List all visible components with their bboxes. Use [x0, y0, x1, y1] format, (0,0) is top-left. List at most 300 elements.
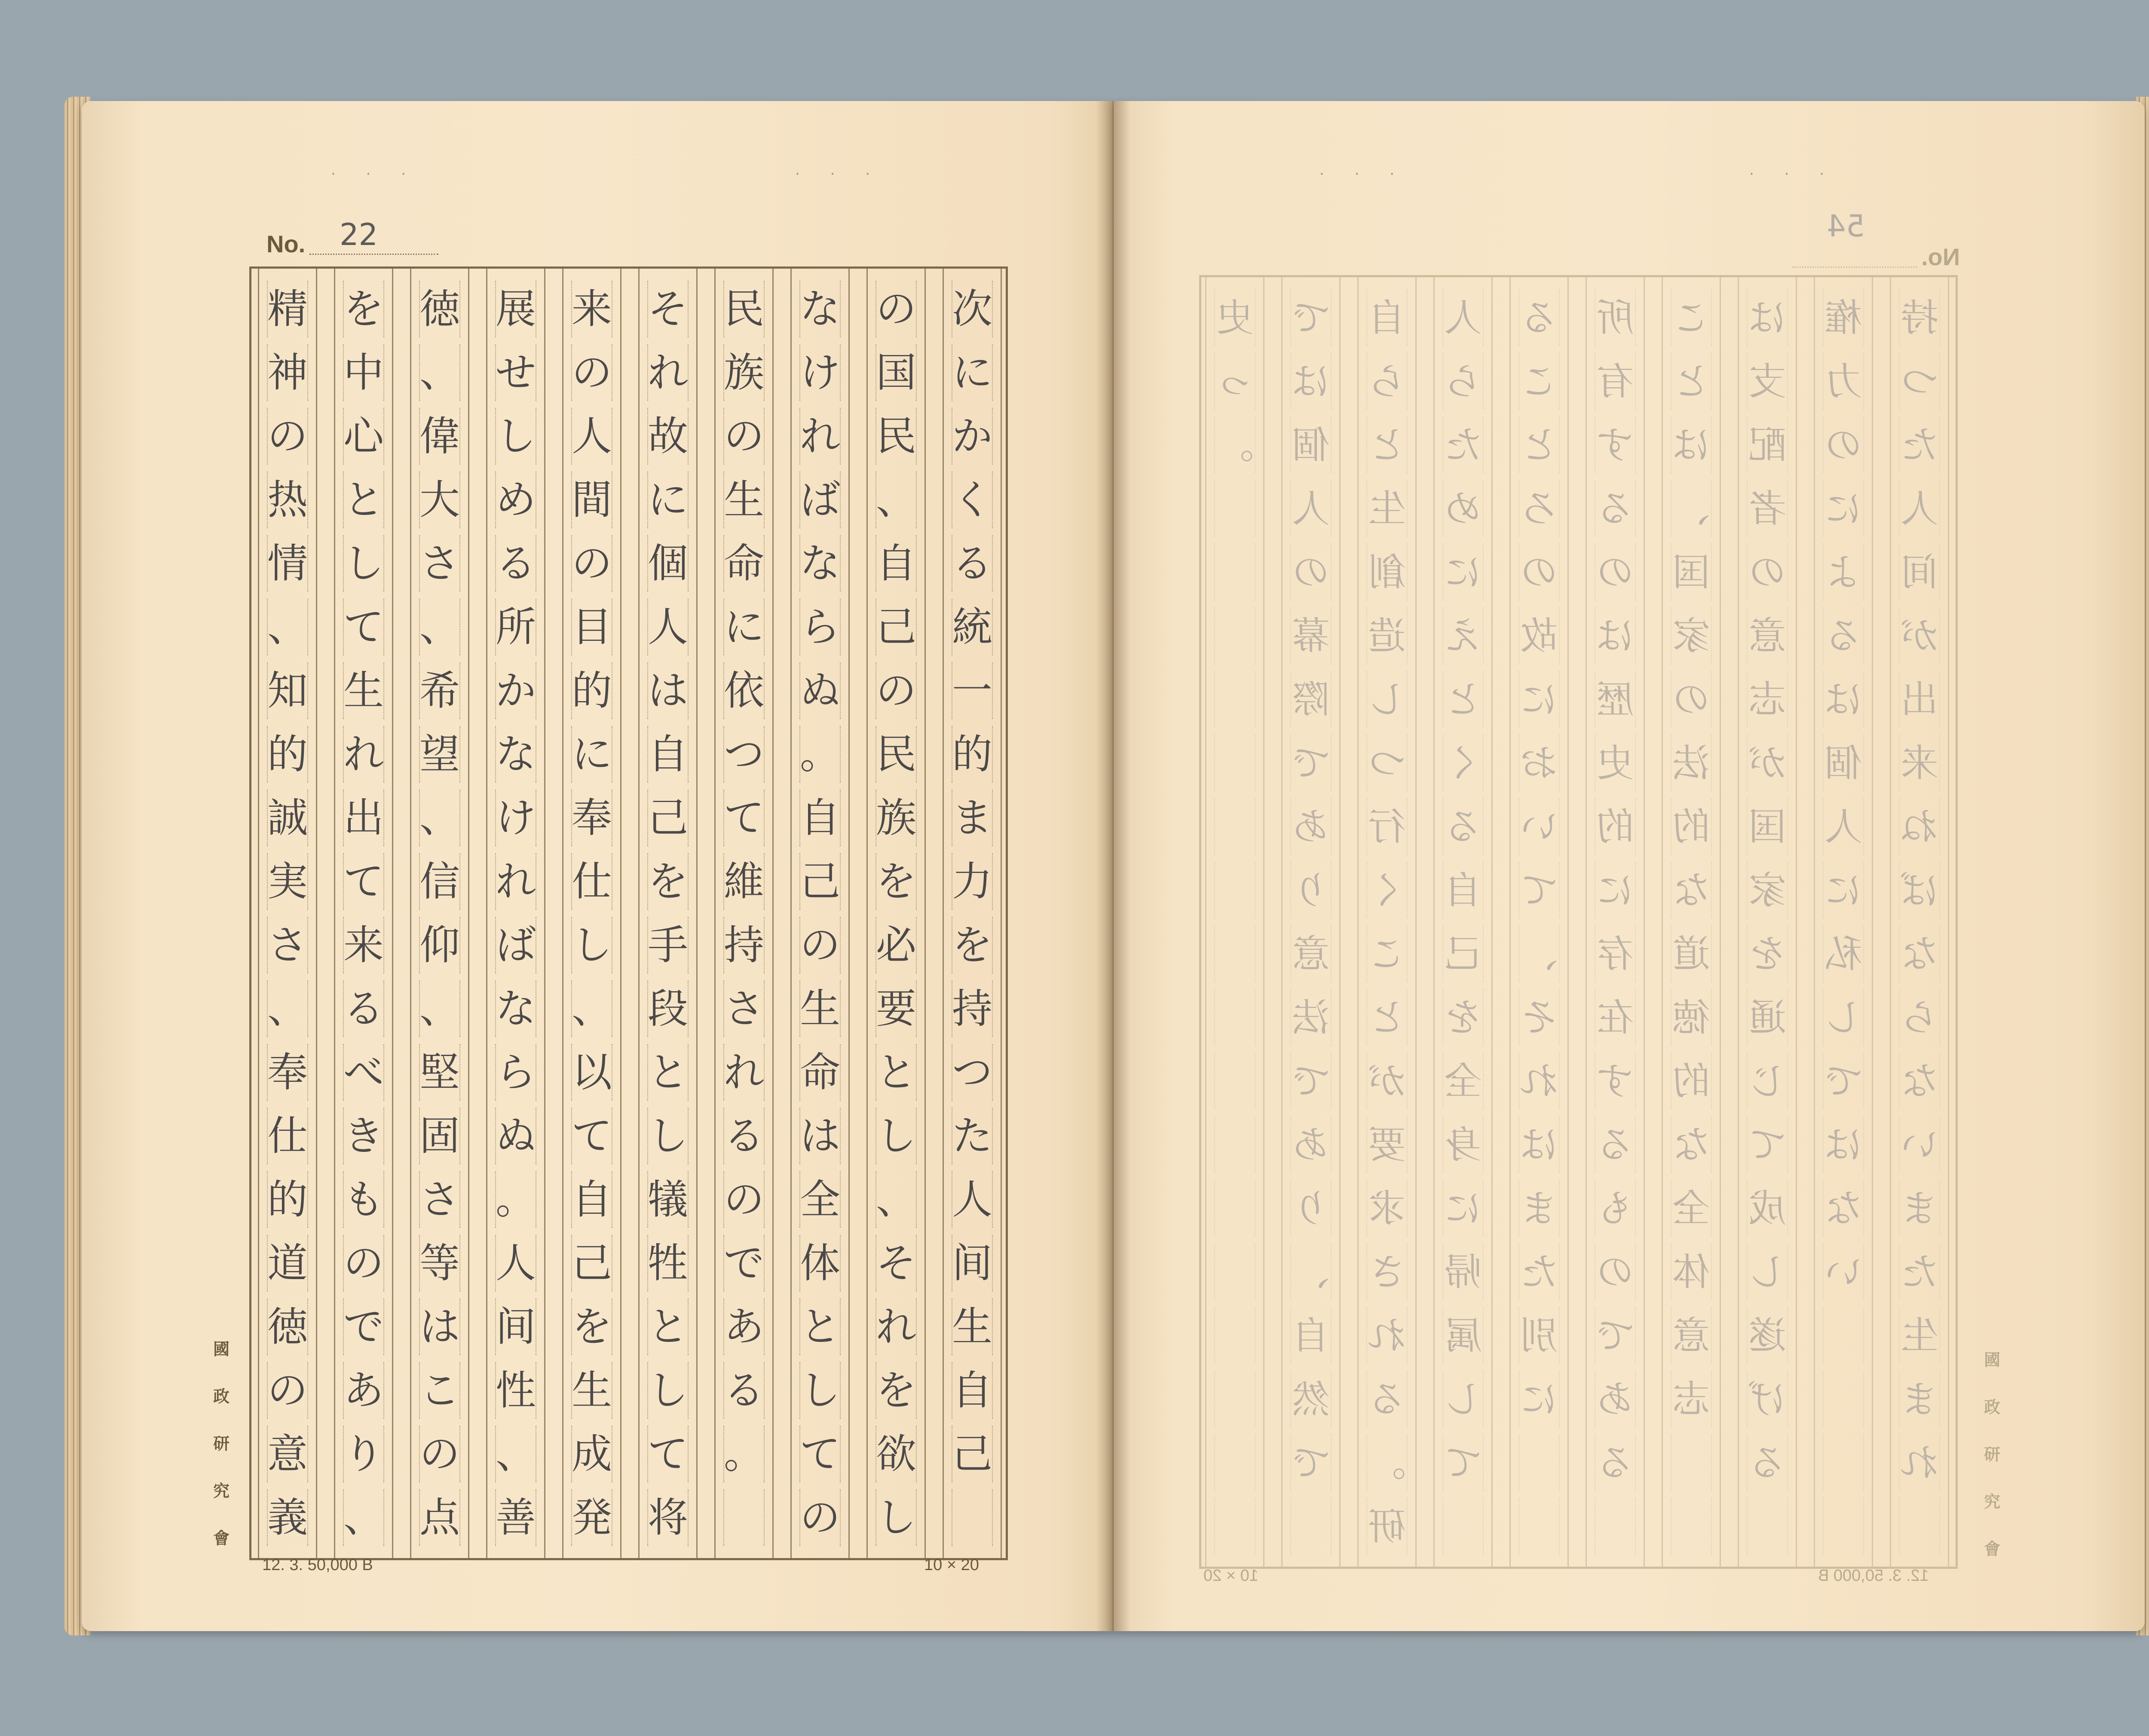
handwritten-character: 奉 — [571, 795, 612, 842]
handwritten-character: を — [647, 858, 688, 905]
handwritten-character: 故 — [1520, 614, 1558, 658]
handwritten-character: に — [1520, 677, 1558, 722]
handwritten-character: 配 — [1748, 423, 1787, 467]
handwritten-character: 全 — [799, 1176, 840, 1223]
handwritten-character: て — [1444, 1441, 1482, 1485]
handwritten-character: 志 — [1672, 1377, 1711, 1421]
handwritten-character: 支 — [1748, 359, 1787, 404]
handwritten-character: 。 — [1368, 1441, 1406, 1485]
handwritten-character: ま — [1901, 1186, 1939, 1231]
handwritten-character: て — [723, 795, 764, 842]
handwritten-character: 行 — [1368, 805, 1406, 849]
grid-cell — [952, 1489, 993, 1546]
grid-cell — [1518, 1498, 1560, 1555]
handwritten-character: 族 — [723, 349, 764, 396]
handwritten-character: 別 — [1520, 1313, 1558, 1358]
handwritten-character: 研 — [1368, 1504, 1406, 1549]
handwritten-character: 生 — [1368, 487, 1406, 531]
handwritten-character: 民 — [876, 731, 916, 778]
handwritten-character: 人 — [1825, 805, 1863, 849]
handwritten-character: 依 — [723, 667, 764, 714]
handwritten-character: の — [571, 349, 612, 396]
handwritten-character: は — [1596, 614, 1635, 658]
handwritten-character: は — [1292, 359, 1330, 404]
handwritten-character: 、 — [1520, 932, 1558, 976]
handwritten-character: 個 — [647, 540, 688, 587]
handwritten-character: 仕 — [267, 1113, 308, 1160]
sidebar-character: 究 — [213, 1481, 230, 1500]
handwritten-character: た — [952, 1113, 992, 1160]
handwritten-character: 命 — [723, 540, 764, 587]
handwritten-character: 欲 — [876, 1431, 916, 1478]
handwritten-character: は — [419, 1304, 460, 1350]
handwritten-character: の — [1292, 550, 1330, 594]
handwritten-character: 民 — [723, 286, 764, 333]
handwritten-character: 家 — [1748, 868, 1787, 912]
handwritten-character: 手 — [647, 922, 688, 969]
handwritten-character: は — [1825, 1123, 1863, 1167]
handwritten-character: で — [1292, 296, 1330, 340]
handwritten-character: つ — [952, 1049, 992, 1096]
footer-print-code: 12. 3. 50,000 B — [262, 1556, 373, 1574]
handwritten-character: ら — [799, 604, 840, 651]
grid-cell — [1518, 1434, 1560, 1491]
handwritten-character: あ — [1596, 1377, 1635, 1421]
handwritten-character: と — [1368, 423, 1406, 467]
manuscript-column — [1433, 277, 1493, 1567]
handwritten-character: 神 — [267, 349, 308, 396]
handwritten-character: 点 — [419, 1494, 460, 1541]
handwritten-character: ら — [495, 1049, 536, 1096]
handwritten-character: 、 — [419, 349, 460, 396]
handwritten-character: け — [495, 795, 536, 842]
handwritten-character: 。 — [1216, 423, 1254, 467]
sidebar-character: 會 — [213, 1528, 230, 1548]
handwritten-character: 帰 — [1444, 1250, 1482, 1294]
handwritten-character: 性 — [495, 1367, 536, 1414]
handwritten-character: の — [876, 286, 916, 333]
handwritten-character: 道 — [267, 1240, 308, 1287]
manuscript-column — [1738, 277, 1797, 1567]
handwritten-character: 生 — [723, 477, 764, 524]
handwritten-character: ら — [1901, 995, 1939, 1040]
handwritten-character: し — [876, 1494, 916, 1541]
handwritten-character: し — [799, 1367, 840, 1414]
binding-holes: · · · — [331, 165, 419, 183]
manuscript-grid-bleedthrough — [1199, 275, 1958, 1569]
handwritten-character: 段 — [647, 986, 688, 1032]
handwritten-character: 自 — [952, 1367, 992, 1414]
manuscript-column — [334, 269, 393, 1558]
handwritten-character: 目 — [571, 604, 612, 651]
footer-print-code: 12. 3. 50,000 B — [1818, 1567, 1929, 1585]
handwritten-character: 精 — [267, 286, 308, 333]
handwritten-character: 民 — [876, 413, 916, 460]
handwritten-character: 実 — [267, 858, 308, 905]
handwritten-character: し — [1825, 995, 1863, 1040]
handwritten-character: る — [1444, 805, 1482, 849]
handwritten-character: の — [267, 1367, 308, 1414]
handwritten-character: て — [1520, 868, 1558, 912]
handwritten-character: 人 — [952, 1176, 992, 1223]
grid-cell — [1823, 1434, 1864, 1491]
handwritten-character: し — [876, 1113, 916, 1160]
handwritten-character: が — [1368, 1059, 1406, 1103]
handwritten-character: 中 — [343, 349, 384, 396]
handwritten-character: 的 — [267, 1176, 308, 1223]
handwritten-character: し — [343, 540, 384, 587]
handwritten-character: し — [1748, 1250, 1787, 1294]
handwritten-character: 史 — [1596, 741, 1635, 785]
handwritten-character: 法 — [1672, 741, 1711, 785]
handwritten-character: な — [1901, 932, 1939, 976]
handwritten-character: な — [1672, 1123, 1711, 1167]
handwritten-character: で — [1596, 1313, 1635, 1358]
handwritten-character: の — [723, 1176, 764, 1223]
sidebar-character: 國 — [213, 1339, 230, 1359]
binding-holes: · · · — [1749, 165, 1837, 183]
handwritten-character: し — [1368, 677, 1406, 722]
handwritten-character: で — [1825, 1059, 1863, 1103]
handwritten-character: 求 — [1368, 1186, 1406, 1231]
handwritten-character: ろ — [1520, 487, 1558, 531]
manuscript-column — [1814, 277, 1873, 1567]
handwritten-character: に — [1825, 868, 1863, 912]
page-number-handwritten: 22 — [340, 217, 378, 252]
handwritten-character: す — [1596, 423, 1635, 467]
handwritten-character: ら — [1444, 359, 1482, 404]
grid-cell — [1747, 1498, 1788, 1555]
handwritten-character: は — [1520, 1123, 1558, 1167]
handwritten-character: 要 — [1368, 1123, 1406, 1167]
handwritten-character: 奉 — [267, 1049, 308, 1096]
handwritten-character: る — [952, 540, 992, 587]
handwritten-character: く — [952, 477, 992, 524]
handwritten-character: る — [1596, 487, 1635, 531]
manuscript-column — [486, 269, 545, 1558]
handwritten-character: の — [799, 1494, 840, 1541]
handwritten-character: 国 — [1748, 805, 1787, 849]
book-gutter — [1096, 101, 1130, 1631]
handwritten-character: 属 — [1444, 1313, 1482, 1358]
grid-cell — [1214, 607, 1255, 664]
handwritten-character: の — [799, 922, 840, 969]
handwritten-character: 犠 — [647, 1176, 688, 1223]
handwritten-character: る — [1825, 614, 1863, 658]
handwritten-character: 命 — [799, 1049, 840, 1096]
handwritten-character: 族 — [876, 795, 916, 842]
sidebar-character: 究 — [1984, 1492, 2000, 1511]
page-number-line — [1792, 266, 1917, 268]
handwritten-character: が — [1901, 614, 1939, 658]
handwritten-character: 热 — [267, 477, 308, 524]
handwritten-character: に — [1520, 1377, 1558, 1421]
handwritten-character: な — [1825, 1186, 1863, 1231]
grid-cell — [723, 1489, 765, 1546]
handwritten-character: つ — [1901, 359, 1939, 404]
handwritten-character: 人 — [1444, 296, 1482, 340]
sidebar-character: 會 — [1984, 1539, 2000, 1558]
handwritten-character: 自 — [571, 1176, 612, 1223]
handwritten-character: そ — [876, 1240, 916, 1287]
manuscript-column — [1586, 277, 1645, 1567]
handwritten-character: 生 — [952, 1304, 992, 1350]
handwritten-character: た — [1444, 423, 1482, 467]
handwritten-character: 自 — [1368, 296, 1406, 340]
binding-holes: · · · — [795, 165, 883, 183]
handwritten-character: れ — [799, 413, 840, 460]
handwritten-character: 次 — [952, 286, 992, 333]
handwritten-character: こ — [419, 1367, 460, 1414]
handwritten-character: せ — [495, 349, 536, 396]
handwritten-character: と — [799, 1304, 840, 1350]
handwritten-character: 。 — [799, 731, 840, 778]
handwritten-character: さ — [419, 1176, 460, 1223]
handwritten-character: 個 — [1292, 423, 1330, 467]
handwritten-character: 国 — [1672, 550, 1711, 594]
handwritten-character: 成 — [1748, 1186, 1787, 1231]
handwritten-character: 所 — [495, 604, 536, 651]
handwritten-character: 来 — [571, 286, 612, 333]
sidebar-character: 國 — [1984, 1350, 2000, 1369]
manuscript-column — [562, 269, 621, 1558]
handwritten-character: け — [799, 349, 840, 396]
handwritten-character: 人 — [1901, 487, 1939, 531]
manuscript-column — [410, 269, 469, 1558]
handwritten-character: の — [1596, 550, 1635, 594]
handwritten-character: で — [1292, 1059, 1330, 1103]
grid-cell — [1442, 1498, 1484, 1555]
handwritten-character: の — [267, 413, 308, 460]
handwritten-character: こ — [1672, 296, 1711, 340]
manuscript-column — [638, 269, 698, 1558]
handwritten-character: 、 — [267, 986, 308, 1032]
handwritten-character: 成 — [571, 1431, 612, 1478]
handwritten-character: て — [1748, 1123, 1787, 1167]
grid-cell — [1214, 798, 1255, 855]
handwritten-character: 希 — [419, 667, 460, 714]
handwritten-character: れ — [723, 1049, 764, 1096]
manuscript-column — [1357, 277, 1417, 1567]
handwritten-character: 情 — [267, 540, 308, 587]
handwritten-character: ぬ — [799, 667, 840, 714]
grid-cell — [1214, 1116, 1255, 1173]
handwritten-character: 人 — [495, 1240, 536, 1287]
handwritten-character: 的 — [1672, 1059, 1711, 1103]
handwritten-character: に — [1825, 487, 1863, 531]
handwritten-character: め — [495, 477, 536, 524]
grid-cell — [1214, 480, 1255, 537]
handwritten-character: 徳 — [419, 286, 460, 333]
handwritten-character: 幕 — [1292, 614, 1330, 658]
handwritten-character: 间 — [1901, 550, 1939, 594]
handwritten-character: れ — [876, 1304, 916, 1350]
grid-cell — [1595, 1498, 1636, 1555]
handwritten-character: 志 — [1748, 677, 1787, 722]
handwritten-character: の — [1825, 423, 1863, 467]
handwritten-character: 意 — [1672, 1313, 1711, 1358]
handwritten-character: 自 — [799, 795, 840, 842]
handwritten-character: は — [1825, 677, 1863, 722]
handwritten-character: 信 — [419, 858, 460, 905]
handwritten-character: し — [571, 922, 612, 969]
handwritten-character: 的 — [571, 667, 612, 714]
handwritten-character: 、 — [419, 795, 460, 842]
manuscript-column — [943, 269, 1002, 1558]
handwritten-character: 意 — [1292, 932, 1330, 976]
handwritten-character: 仕 — [571, 858, 612, 905]
handwritten-character: ば — [495, 922, 536, 969]
handwritten-character: 知 — [267, 667, 308, 714]
handwritten-character: の — [1748, 550, 1787, 594]
manuscript-column — [1890, 277, 1949, 1567]
handwritten-character: も — [1596, 1186, 1635, 1231]
handwritten-character: を — [952, 922, 992, 969]
handwritten-character: と — [343, 477, 384, 524]
handwritten-character: 際 — [1292, 677, 1330, 722]
sidebar-character: 政 — [213, 1387, 230, 1406]
handwritten-character: 生 — [1901, 1313, 1939, 1358]
handwritten-character: り — [1292, 868, 1330, 912]
right-page — [1113, 101, 2145, 1631]
grid-cell — [1214, 1498, 1255, 1555]
manuscript-column — [1205, 277, 1264, 1567]
sidebar-character: 研 — [213, 1434, 230, 1453]
handwritten-character: よ — [1825, 550, 1863, 594]
grid-cell — [1823, 1498, 1864, 1555]
handwritten-character: そ — [1520, 995, 1558, 1040]
grid-cell — [1899, 1498, 1940, 1555]
handwritten-character: 権 — [1825, 296, 1863, 340]
grid-cell — [1214, 735, 1255, 791]
handwritten-character: 己 — [876, 604, 916, 651]
handwritten-character: と — [647, 1304, 688, 1350]
handwritten-character: な — [495, 731, 536, 778]
grid-cell — [1214, 1180, 1255, 1237]
handwritten-character: さ — [723, 986, 764, 1032]
handwritten-character: に — [1596, 868, 1635, 912]
handwritten-character: い — [1901, 1123, 1939, 1167]
handwritten-character: を — [1748, 932, 1787, 976]
binding-holes: · · · — [1319, 165, 1408, 183]
handwritten-character: な — [799, 540, 840, 587]
handwritten-character: 间 — [952, 1240, 992, 1287]
handwritten-character: と — [1672, 359, 1711, 404]
handwritten-character: な — [1672, 868, 1711, 912]
handwritten-character: 间 — [495, 1304, 536, 1350]
handwritten-character: な — [799, 286, 840, 333]
grid-cell — [1214, 925, 1255, 982]
manuscript-column — [790, 269, 850, 1558]
handwritten-character: る — [1520, 296, 1558, 340]
handwritten-character: て — [343, 604, 384, 651]
handwritten-character: 一 — [952, 667, 992, 714]
handwritten-character: 統 — [952, 604, 992, 651]
handwritten-character: 身 — [1444, 1123, 1482, 1167]
handwritten-character: 来 — [1901, 741, 1939, 785]
handwritten-character: れ — [343, 731, 384, 778]
handwritten-character: 持 — [1901, 296, 1939, 340]
handwritten-character: 意 — [267, 1431, 308, 1478]
handwritten-character: を — [876, 858, 916, 905]
handwritten-character: 創 — [1368, 550, 1406, 594]
handwritten-character: さ — [419, 540, 460, 587]
handwritten-character: 自 — [647, 731, 688, 778]
handwritten-character: 仰 — [419, 922, 460, 969]
handwritten-character: い — [1825, 1250, 1863, 1294]
handwritten-character: 自 — [1444, 868, 1482, 912]
handwritten-character: つ — [723, 731, 764, 778]
handwritten-character: 在 — [1596, 995, 1635, 1040]
manuscript-column — [714, 269, 774, 1558]
handwritten-character: か — [495, 667, 536, 714]
handwritten-character: は — [1748, 296, 1787, 340]
handwritten-character: り — [1292, 1186, 1330, 1231]
handwritten-character: 歴 — [1596, 677, 1635, 722]
handwritten-character: 自 — [1292, 1313, 1330, 1358]
handwritten-character: あ — [1292, 1123, 1330, 1167]
handwritten-character: の — [419, 1431, 460, 1478]
handwritten-character: 持 — [723, 922, 764, 969]
sidebar-character: 政 — [1984, 1397, 2000, 1417]
handwritten-character: 心 — [343, 413, 384, 460]
handwritten-character: 大 — [419, 477, 460, 524]
grid-cell — [1214, 1307, 1255, 1364]
footer-grid-size: 10 × 20 — [1203, 1567, 1258, 1585]
handwritten-character: ね — [1901, 805, 1939, 849]
handwritten-character: ま — [952, 795, 992, 842]
handwritten-character: が — [1748, 741, 1787, 785]
handwritten-character: げ — [1748, 1377, 1787, 1421]
handwritten-character: の — [1672, 677, 1711, 722]
handwritten-character: 全 — [1444, 1059, 1482, 1103]
handwritten-character: て — [799, 1431, 840, 1478]
handwritten-character: の — [343, 1240, 384, 1287]
handwritten-character: の — [571, 540, 612, 587]
handwritten-character: 人 — [647, 604, 688, 651]
page-number-label: No. — [1921, 243, 1960, 270]
handwritten-character: に — [952, 349, 992, 396]
handwritten-character: る — [343, 986, 384, 1032]
grid-cell — [1214, 1053, 1255, 1109]
handwritten-character: 者 — [1748, 487, 1787, 531]
handwritten-character: え — [1444, 614, 1482, 658]
handwritten-character: し — [1444, 1377, 1482, 1421]
handwritten-character: 己 — [952, 1431, 992, 1478]
handwritten-character: を — [571, 1304, 612, 1350]
manuscript-grid — [249, 266, 1008, 1560]
handwritten-character: 生 — [799, 986, 840, 1032]
handwritten-character: 牲 — [647, 1240, 688, 1287]
handwritten-character: 力 — [1825, 359, 1863, 404]
handwritten-character: 善 — [495, 1494, 536, 1541]
handwritten-character: あ — [343, 1367, 384, 1414]
handwritten-character: 遂 — [1748, 1313, 1787, 1358]
handwritten-character: し — [647, 1113, 688, 1160]
handwritten-character: て — [571, 1113, 612, 1160]
handwritten-character: る — [495, 540, 536, 587]
handwritten-character: さ — [267, 922, 308, 969]
handwritten-character: こ — [1368, 932, 1406, 976]
handwritten-character: 力 — [952, 858, 992, 905]
handwritten-character: 的 — [952, 731, 992, 778]
handwritten-character: 誠 — [267, 795, 308, 842]
handwritten-character: し — [495, 413, 536, 460]
handwritten-character: を — [343, 286, 384, 333]
handwritten-character: 、 — [267, 604, 308, 651]
handwritten-character: を — [876, 1367, 916, 1414]
handwritten-character: 、 — [419, 604, 460, 651]
